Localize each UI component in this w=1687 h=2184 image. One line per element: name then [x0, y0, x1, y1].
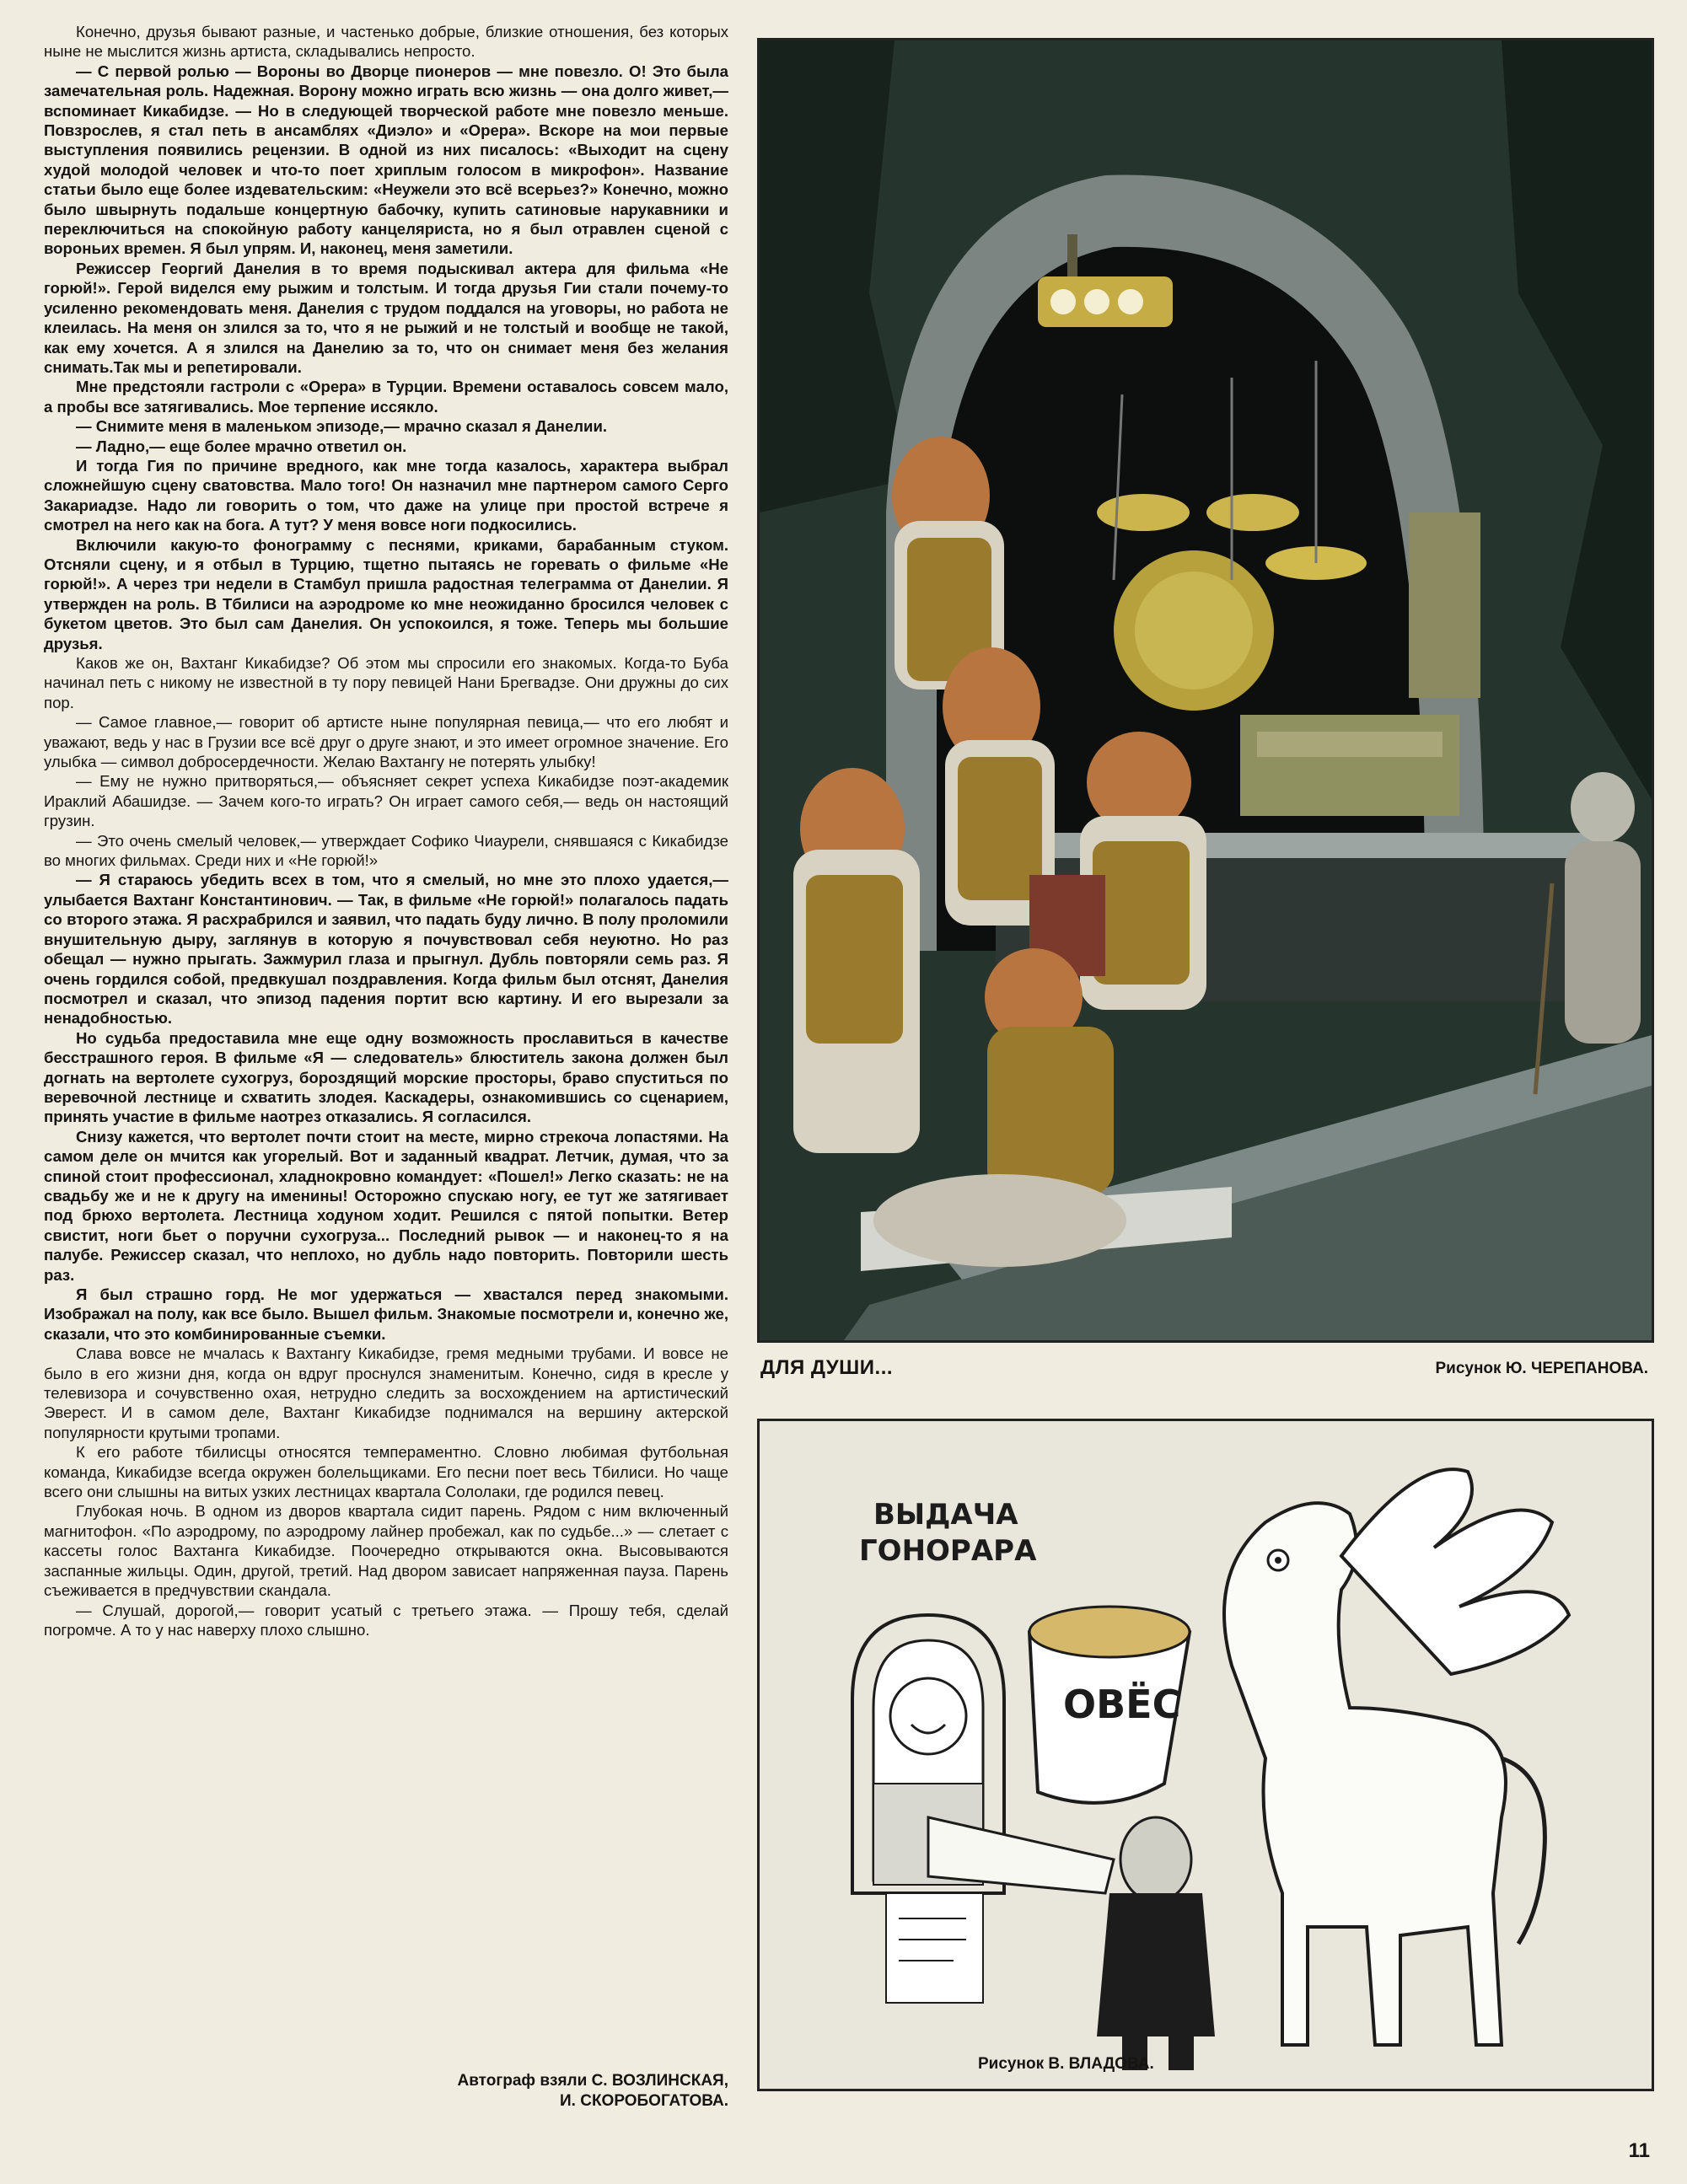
fee-sign-line-1: ВЫДАЧА	[873, 1498, 1018, 1532]
article-paragraph: Я был страшно горд. Не мог удержаться — хвастался перед знакомыми. Изображал на полу, как все было. Вышел фильм. Знакомые посмотрели и, конечно же, сказали, что это комбинированные съемки.	[44, 1285, 728, 1343]
article-paragraph: — Это очень смелый человек,— утверждает Софико Чиаурели, снявшаяся с Кикабидзе во многих фильмах. Среди них и «Не горюй!»	[44, 831, 728, 870]
band-illustration	[757, 38, 1654, 1343]
amplifier	[1409, 512, 1480, 698]
signature-line-2: И. СКОРОБОГАТОВА.	[560, 2092, 728, 2110]
article-paragraph: Конечно, друзья бывают разные, и частенько добрые, близкие отношения, без которых ныне не мыслится жизнь артиста, складывались непросто.	[44, 23, 728, 61]
fee-cartoon-drawing	[760, 1421, 1652, 2089]
article-paragraph: — Ему не нужно притворяться,— объясняет секрет успеха Кикабидзе поэт-академик Ираклий Абашидзе. — Зачем кого-то играть? Он играет самого себя,— ведь он настоящий грузин.	[44, 772, 728, 830]
article-paragraph: — Слушай, дорогой,— говорит усатый с третьего этажа. — Прошу тебя, сделай погромче. А то у нас наверху плохо слышно.	[44, 1601, 728, 1639]
fee-sign-line-2: ГОНОРАРА	[859, 1534, 1037, 1568]
fee-cartoon	[757, 1419, 1654, 2091]
article-paragraph: Снизу кажется, что вертолет почти стоит на месте, мирно стрекоча лопастями. На самом деле он мчится как угорелый. Вот и заданный квадрат. Летчик, думая, что за спиной стоит профессионал, хладнокровно командует: «Пошел!» Легко сказать: не на свадьбу же и не к другу на именины! Осторожно спускаю ногу, ее тут же затягивает под брюхо вертолета. Лестница ходуном ходит. Решился с пятой попытки. Ветер свистит, ноги бьет о поручни сухогруза... Последний рывок — и наконец-то я на палубе. Режиссер сказал, что неплохо, но дубль надо повторить. Повторили шесть раз.	[44, 1127, 728, 1284]
article-paragraph: Каков же он, Вахтанг Кикабидзе? Об этом мы спросили его знакомых. Когда-то Буба начинал петь с никому не известной в ту пору певицей Нани Брегвадзе. Они дружны до сих пор.	[44, 654, 728, 711]
signature-line-1: Автограф взяли С. ВОЗЛИНСКАЯ,	[457, 2072, 728, 2090]
article-paragraph: — Ладно,— еще более мрачно ответил он.	[76, 437, 407, 455]
article-paragraph: Мне предстояли гастроли с «Орера» в Турции. Времени оставалось совсем мало, а пробы все затягивались. Мое терпение иссякло.	[44, 378, 728, 416]
sack-label: ОВЁС	[1063, 1682, 1181, 1727]
article-paragraph: Слава вовсе не мчалась к Вахтангу Кикабидзе, гремя медными трубами. И вовсе не было в его жизни дня, когда он вдруг проснулся знаменитым. Конечно, сидя в кресле у телевизора и сочувственно охая, нетрудно следить за восхождением на артистический Эверест. И в самом деле, Вахтанг Кикабидзе поднимался на вершину актерской популярности крутыми тропами.	[44, 1344, 728, 1441]
article-text	[44, 22, 728, 2063]
article-signature	[256, 2071, 728, 2112]
article-paragraph: Но судьба предоставила мне еще одну возможность прославиться в качестве бесстрашного героя. В фильме «Я — следователь» блюститель закона должен был догнать на вертолете сухогруз, бороздящий морские просторы, браво спуститься по веревочной лестнице и схватить злодея. Каскадеры, ознакомившись со сценарием, принять участие в фильме наотрез отказались. Я согласился.	[44, 1028, 728, 1126]
article-paragraph: — Снимите меня в маленьком эпизоде,— мрачно сказал я Данелии.	[76, 417, 608, 436]
receipt-paper	[886, 1893, 983, 2003]
article-paragraph: — Самое главное,— говорит об артисте ныне популярная певица,— что его любят и уважают, ведь у нас в Грузии все всё друг о друге знают, и это имеет огромное значение. Его улыбка — символ добросердечности. Желаю Вахтангу не потерять улыбку!	[44, 713, 728, 771]
article-paragraph: Режиссер Георгий Данелия в то время подыскивал актера для фильма «Не горюй!». Герой виделся ему рыжим и толстым. И тогда друзья Гии стали почему-то усиленно рекомендовать меня. Данелия с трудом поддался на уговоры, но работа не клеилась. На меня он злился за то, что я не рыжий и не толстый и вообще не такой, как ему хочется. А я злился на Данелию за то, что он снимает меня без желания снимать.Так мы и репетировали.	[44, 259, 728, 376]
illustration-credit-top: Рисунок Ю. ЧЕРЕПАНОВА.	[1435, 1360, 1648, 1377]
article-paragraph: — Я стараюсь убедить всех в том, что я смелый, но мне это плохо удается,— улыбается Вахтанг Константинович. — Так, в фильме «Не горюй!» полагалось падать со второго этажа. Я расхрабрился и заявил, что падать буду лично. В полу проломили внушительную дыру, заглянув в которую я почувствовал себя неуютно. Но раз обещал — нужно прыгать. Зажмурил глаза и прыгнул. Дубль повторяли семь раз. Я очень гордился собой, предвкушал поздравления. Когда фильм был отснят, Данелия посмотрел и сказал, что эпизод падения портит всю картину. И его вырезали за ненадобностью.	[44, 871, 728, 1028]
article-paragraph: К его работе тбилисцы относятся темпераментно. Словно любимая футбольная команда, Кикабидзе всегда окружен болельщиками. Его песни поет весь Тбилиси. Но чаще всего они слышны на витых узких лестницах квартала Сололаки, где родился певец.	[44, 1443, 728, 1501]
band-illustration-drawing	[760, 40, 1652, 1340]
illustration-credit-bottom: Рисунок В. ВЛАДОВА.	[978, 2055, 1154, 2073]
page-number: 11	[1628, 2139, 1650, 2162]
article-paragraph: Включили какую-то фонограмму с песнями, криками, барабанным стуком. Отсняли сцену, и я отбыл в Турцию, тщетно пытаясь не горевать о фильме «Не горюй!». А через три недели в Стамбул пришла радостная телеграмма от Данелии. Я утвержден на роль. В Тбилиси на аэродроме ко мне неожиданно бросился человек с букетом цветов. Это был сам Данелия. Он успокоился, я тоже. Теперь мы большие друзья.	[44, 535, 728, 652]
article-paragraph: И тогда Гия по причине вредного, как мне тогда казалось, характера выбрал сложнейшую сцену сватовства. Мало того! Он назначил мне партнером самого Серго Закариадзе. Надо ли говорить о том, что даже на улице при простой встрече я смотрел на него как на бога. А тут? У меня вовсе ноги подкосились.	[44, 456, 728, 534]
article-paragraph: — С первой ролью — Вороны во Дворце пионеров — мне повезло. О! Это была замечательная роль. Надежная. Ворону можно играть всю жизнь — она долго живет,— вспоминает Кикабидзе. — Но в следующей творческой работе мне повезло меньше. Повзрослев, я стал петь в ансамблях «Диэло» и «Орера». Вскоре на мои первые выступления появились рецензии. В одной из них писалось: «Выходит на сцену худой молодой человек и что-то поет хриплым голосом в микрофон». Название статьи было еще более издевательским: «Неужели это всё всерьез?» Конечно, можно было швырнуть подальше концертную бабочку, купить сатиновые нарукавники и переключиться на спокойную работу канцеляриста, но я был отравлен сценой с вороньих времен. Я был упрям. И, наконец, меня заметили.	[44, 62, 728, 258]
article-paragraph: Глубокая ночь. В одном из дворов квартала сидит парень. Рядом с ним включенный магнитофон. «По аэродрому, по аэродрому лайнер пробежал, как по судьбе...» — слетает с кассеты голос Вахтанга Кикабидзе. Поочередно открываются окна. Высовываются заспанные жильцы. Один, другой, третий. Над двором зависает напряженная пауза. Парень съеживается в предчувствии скандала.	[44, 1502, 728, 1600]
illustration-caption: ДЛЯ ДУШИ...	[760, 1356, 894, 1379]
